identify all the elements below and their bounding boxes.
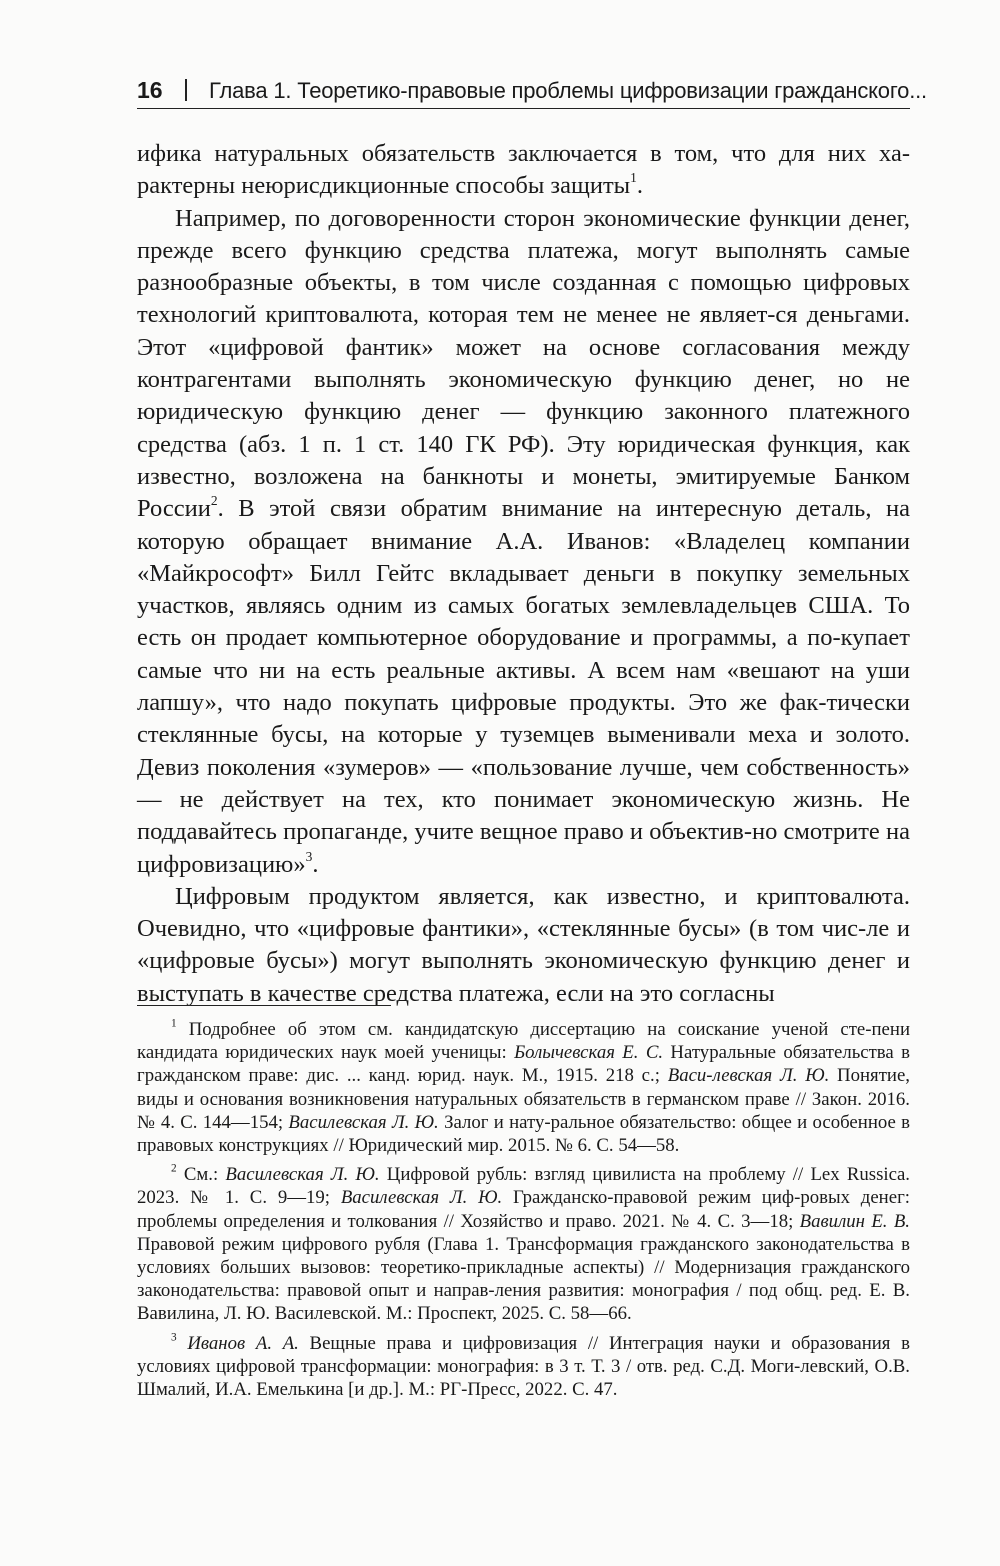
paragraph-2-text-a: Например, по договоренности сторон экономические функции денег, прежде всего функцию средства платежа, могут выполнять самые разнообразные объекты, в том числе созданная с помощью цифровых технологий криптовалюта, которая тем не менее не являет-ся деньгами. Этот «цифровой фантик» может на основе согласования между контрагентами выполнять экономическую функцию денег, но не юридическую функцию денег — функцию законного платежного средства (абз. 1 п. 1 ст. 140 ГК РФ). Эту юридическая функция, как известно, возложена на банкноты и монеты, эмитируемые Банком России bbox=[137, 204, 910, 523]
footnote-2-text-d: Правовой режим цифрового рубля (Глава 1. Трансформация гражданского законодательства в условиях больших вызовов: теоретико-прикладные аспекты) // Модернизация гражданского законодательства: правовой опыт и направ-ления развития: монография / под общ. ред. Е. В. Вавилина, Л. Ю. Василевской. М.: Проспект, 2025. С. 58—66. bbox=[137, 1233, 910, 1325]
footnote-2 bbox=[137, 1163, 910, 1325]
paragraph-1-text: ифика натуральных обязательств заключается в том, что для них ха-рактерны неюрисдикционные способы защиты bbox=[137, 140, 910, 200]
paragraph-2-end: . bbox=[312, 850, 319, 878]
footnote-1-text-a: Подробнее об этом см. кандидатскую диссертацию на соискание ученой сте-пени кандидата юридических наук моей ученицы: bbox=[137, 1019, 910, 1064]
footnote-1-text-d: Залог и нату-ральное обязательство: общее и особенное в правовых конструкциях // Юридический мир. 2015. № 6. С. 54—58. bbox=[137, 1111, 910, 1157]
running-header bbox=[137, 74, 927, 109]
main-text bbox=[137, 138, 910, 1010]
paragraph-1 bbox=[137, 138, 910, 203]
page-number: 16 bbox=[137, 77, 163, 103]
footnote-ref-1: 1 bbox=[630, 170, 637, 186]
footnote-2-author-3: Вавилин Е. В. bbox=[799, 1210, 911, 1232]
footnote-1-author-2: Васи-левская Л. Ю. bbox=[667, 1065, 830, 1087]
footnote-3-mark: 3 bbox=[171, 1331, 177, 1344]
paragraph-2-text-b: . В этой связи обратим внимание на интересную деталь, на которую обращает внимание А.А. Иванов: «Владелец компании «Майкрософт» Билл Гейтс вкладывает деньги в покупку земельных участков, являясь одним из самых богатых землевладельцев США. То есть он продает компьютерное оборудование и программы, а по-купает самые что ни на есть реальные активы. А всем нам «вешают на уши лапшу», что надо покупать цифровые продукты. Это же фак-тически стеклянные бусы, на которые у туземцев выменивали меха и золото. Девиз поколения «зумеров» — «пользование лучше, чем собственность» — не действует на тех, кто понимает экономическую жизнь. Не поддавайтесь пропаганде, учите вещное право и объектив-но смотрите на цифровизацию» bbox=[137, 495, 910, 878]
footnote-1 bbox=[137, 1018, 910, 1157]
footnote-ref-3: 3 bbox=[305, 848, 313, 864]
chapter-title: Глава 1. Теоретико-правовые проблемы цифровизации гражданского... bbox=[209, 78, 927, 103]
footnote-1-mark: 1 bbox=[171, 1017, 177, 1030]
footnote-3-text-a bbox=[177, 1333, 188, 1354]
paragraph-3-text: Цифровым продуктом является, как известно, и криптовалюта. Очевидно, что «цифровые фантики», «стеклянные бусы» (в том чис-ле и «цифровые бусы») могут выполнять экономическую функцию денег и выступать в качестве средства платежа, если на это согласны bbox=[137, 882, 910, 1007]
footnote-2-mark: 2 bbox=[171, 1162, 177, 1175]
footnote-2-text-b: Цифровой рубль: взгляд цивилиста на проблему // Lex Russica. 2023. № 1. С. 9—19; bbox=[137, 1164, 910, 1209]
footnote-2-author-2: Василевская Л. Ю. bbox=[340, 1187, 503, 1209]
footnote-ref-2: 2 bbox=[210, 493, 218, 509]
footnote-1-author-1: Болычевская Е. С. bbox=[514, 1042, 664, 1064]
footnote-3-author-1: Иванов А. А. bbox=[187, 1332, 299, 1354]
footnote-2-author-1: Василевская Л. Ю. bbox=[225, 1164, 380, 1186]
footnote-1-author-3: Василевская Л. Ю. bbox=[288, 1111, 439, 1133]
footnotes bbox=[137, 1018, 910, 1407]
footnote-3-text-b: Вещные права и цифровизация // Интеграция науки и образования в условиях цифровой трансформации: монография: в 3 т. Т. 3 / отв. ред. С.Д. Моги-левский, О.В. Шмалий, И.А. Емелькина [и др.]. М.: РГ-Пресс, 2022. С. 47. bbox=[137, 1332, 910, 1401]
footnote-1-text-c: Понятие, виды и основания возникновения натуральных обязательств в германском праве // Закон. 2016. № 4. С. 144—154; bbox=[137, 1065, 910, 1133]
footnote-2-text-a: См.: bbox=[176, 1164, 226, 1186]
footnote-2-text-c: Гражданско-правовой режим циф-ровых денег: проблемы определения и толкования // Хозяйство и право. 2021. № 4. С. 3—18; bbox=[137, 1187, 910, 1232]
header-separator bbox=[185, 79, 187, 101]
paragraph-1-end: . bbox=[636, 172, 643, 200]
paragraph-2 bbox=[137, 203, 910, 881]
footnote-divider bbox=[137, 1005, 391, 1006]
paragraph-3 bbox=[137, 881, 910, 1010]
footnote-3 bbox=[137, 1332, 910, 1402]
footnote-1-text-b: Натуральные обязательства в гражданском праве: дис. ... канд. юрид. наук. М., 1915. 218 с.; bbox=[137, 1042, 910, 1087]
